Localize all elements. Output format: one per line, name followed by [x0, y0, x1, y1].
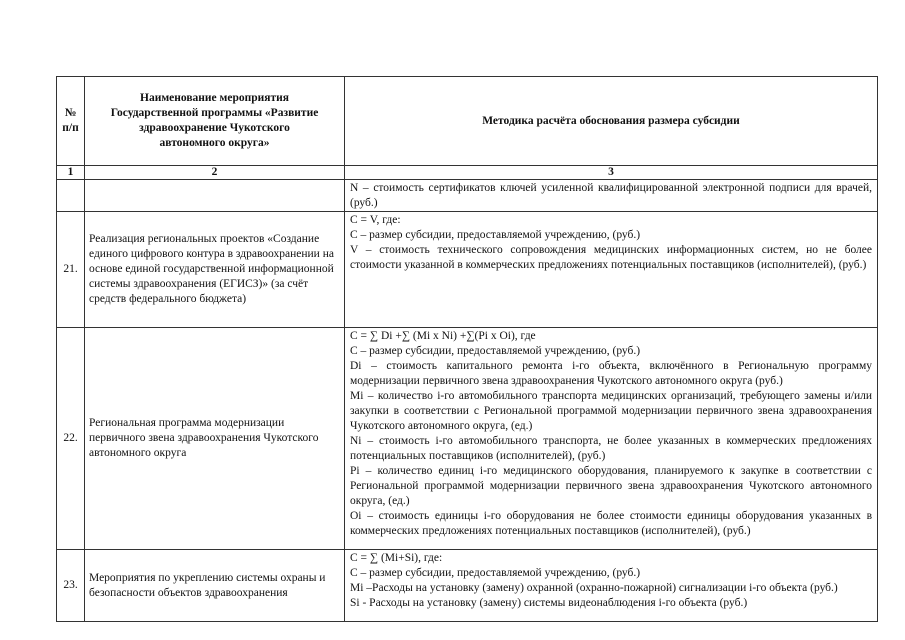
subsidy-methodology-table: [56, 76, 878, 622]
header-method: Методика расчёта обоснования размера субсидии: [345, 77, 878, 166]
method-line: V – стоимость технического сопровождения медицинских информационных систем, но не более стоимости указанной в коммерческих предложениях потенциальных поставщиков (исполнителей), (руб.): [350, 244, 872, 271]
header-row: [57, 77, 878, 166]
row-number: 23.: [57, 550, 85, 622]
row-name: Мероприятия по укреплению системы охраны и безопасности объектов здравоохранения: [85, 550, 345, 622]
table-row-23: [57, 550, 878, 622]
method-line: C = ∑ (Mi+Si), где:: [350, 552, 443, 564]
method-line: Si - Расходы на установку (замену) системы видеонаблюдения i-го объекта (руб.): [350, 597, 748, 609]
method-line: С – размер субсидии, предоставляемой учреждению, (руб.): [350, 229, 641, 241]
method-line: Oi – стоимость единицы i-го оборудования не более стоимости единицы оборудования указанных в коммерческих предложениях потенциальных поставщиков (исполнителей), (руб.): [350, 510, 872, 537]
header-name: Наименование мероприятия Государственной программы «Развитие здравоохранение Чукотского автономного округа»: [85, 77, 345, 166]
method-line: Mi –Расходы на установку (замену) охранной (охранно-пожарной) сигнализации i-го объекта (руб.): [350, 582, 838, 594]
method-line: N – стоимость сертификатов ключей усиленной квалифицированной электронной подписи для врачей, (руб.): [350, 182, 872, 209]
row-number: 21.: [57, 212, 85, 328]
table-row-21: [57, 212, 878, 328]
column-index-row: [57, 166, 878, 180]
row-method-cell: [345, 180, 878, 212]
row-num-cell: [57, 180, 85, 212]
method-line: Mi – количество i-го автомобильного транспорта медицинских организаций, требующего замены и/или закупки в соответствии с Региональной программой модернизации первичного звена здравоохранения Чукотского автономного округа, (ед.): [350, 390, 872, 432]
row-name-cell: [85, 180, 345, 212]
row-method-cell: [345, 550, 878, 622]
column-index-1: 1: [57, 166, 85, 180]
method-line: C = V, где:: [350, 214, 401, 226]
row-name: Региональная программа модернизации первичного звена здравоохранения Чукотского автономного округа: [85, 328, 345, 550]
method-line: Di – стоимость капитального ремонта i-го объекта, включённого в Региональную программу модернизации первичного звена здравоохранения Чукотского автономного округа (руб.): [350, 360, 872, 387]
table-row-continuation: [57, 180, 878, 212]
row-name: Реализация региональных проектов «Создание единого цифрового контура в здравоохранении на основе единой государственной информационной системы здравоохранения (ЕГИСЗ)» (за счёт средств федерального бюджета): [85, 212, 345, 328]
table-row-22: [57, 328, 878, 550]
row-method-cell: [345, 328, 878, 550]
method-line: С = ∑ Di +∑ (Mi х Ni) +∑(Pi x Oi), где: [350, 330, 536, 342]
column-index-2: 2: [85, 166, 345, 180]
row-number: 22.: [57, 328, 85, 550]
method-line: Ni – стоимость i-го автомобильного транспорта, не более указанных в коммерческих предложениях потенциальных поставщиков (исполнителей), (руб.): [350, 435, 872, 462]
method-line: С – размер субсидии, предоставляемой учреждению, (руб.): [350, 345, 641, 357]
column-index-3: 3: [345, 166, 878, 180]
header-num: № п/п: [57, 77, 85, 166]
row-method-cell: [345, 212, 878, 328]
method-line: С – размер субсидии, предоставляемой учреждению, (руб.): [350, 567, 641, 579]
method-line: Pi – количество единиц i-го медицинского оборудования, планируемого к закупке в соответствии с Региональной программой модернизации первичного звена здравоохранения Чукотского автономного округа, (ед.): [350, 465, 872, 507]
